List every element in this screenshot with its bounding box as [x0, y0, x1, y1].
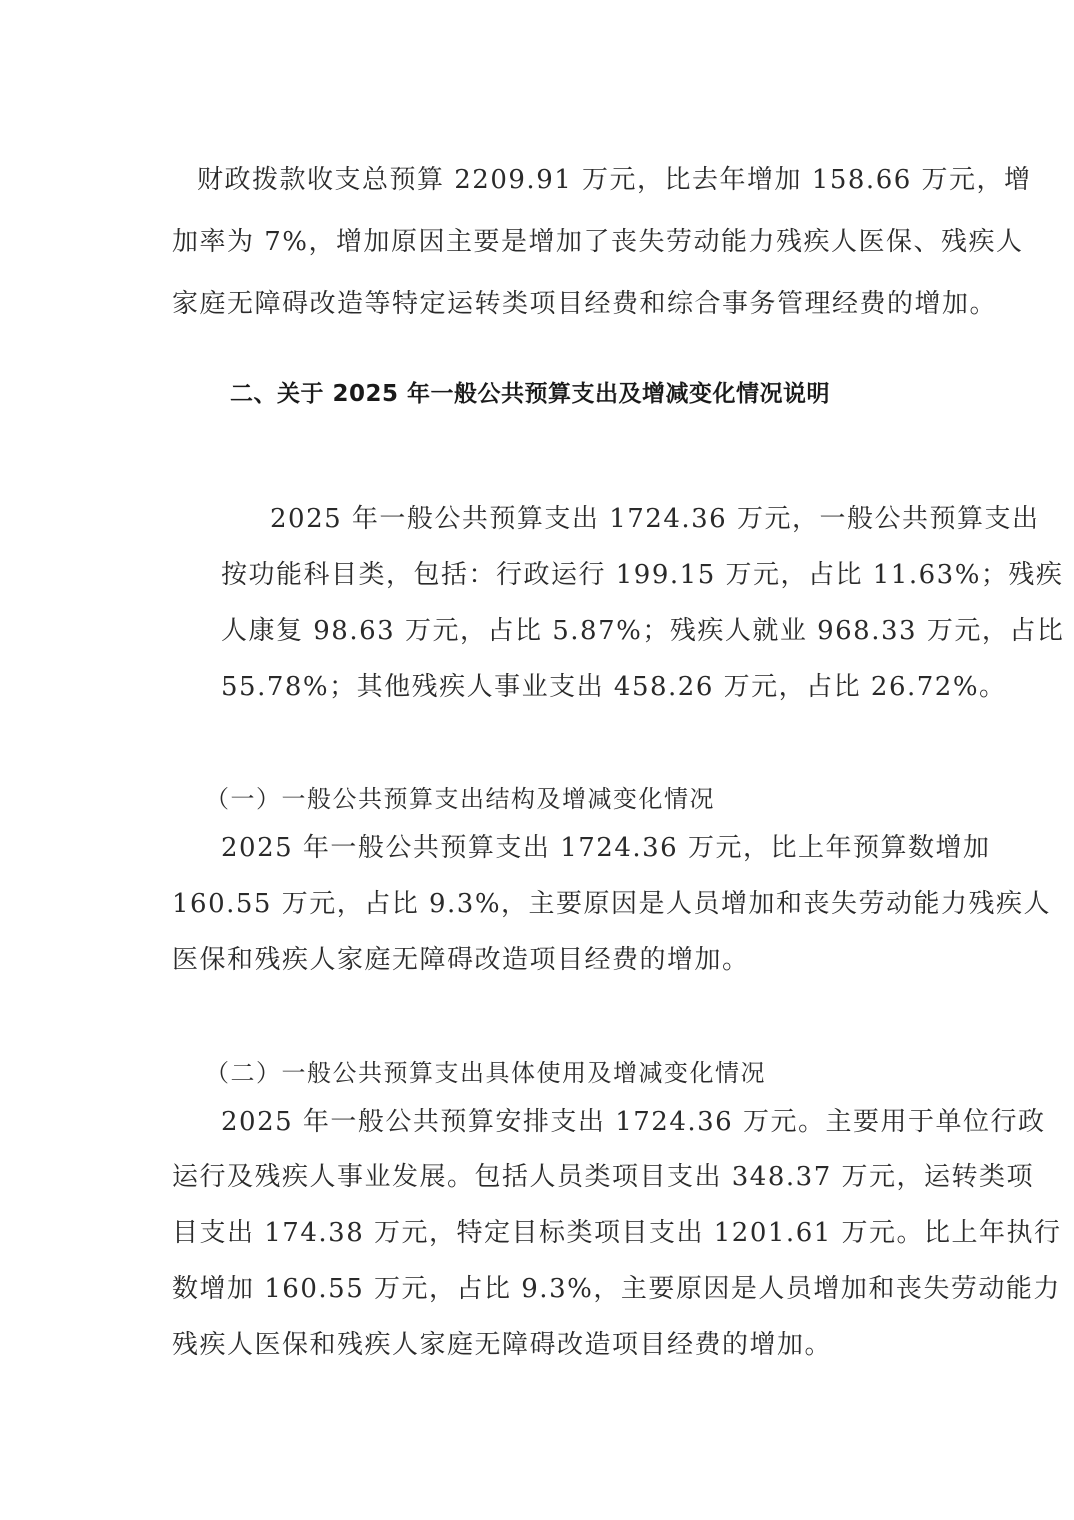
paragraph1-line-3: 家庭无障碍改造等特定运转类项目经费和综合事务管理经费的增加。 — [172, 289, 998, 319]
paragraph2-line-2: 按功能科目类，包括：行政运行 199.15 万元，占比 11.63%；残疾 — [221, 560, 1064, 590]
subsection2-line-5: 残疾人医保和残疾人家庭无障碍改造项目经费的增加。 — [172, 1330, 833, 1360]
paragraph2-line-3: 人康复 98.63 万元，占比 5.87%；残疾人就业 968.33 万元，占比 — [221, 616, 1065, 646]
subsection1-line-1: 2025 年一般公共预算支出 1724.36 万元，比上年预算数增加 — [221, 833, 991, 863]
subsection2-line-3: 目支出 174.38 万元，特定目标类项目支出 1201.61 万元。比上年执行 — [172, 1218, 1062, 1248]
subsection2-line-4: 数增加 160.55 万元，占比 9.3%，主要原因是人员增加和丧失劳动能力 — [172, 1274, 1061, 1304]
paragraph2-line-4: 55.78%；其他残疾人事业支出 458.26 万元，占比 26.72%。 — [221, 672, 1007, 702]
subsection1-line-2: 160.55 万元，占比 9.3%，主要原因是人员增加和丧失劳动能力残疾人 — [172, 889, 1052, 919]
section2-heading: 二、关于 2025 年一般公共预算支出及增减变化情况说明 — [230, 381, 831, 407]
subsection1-line-3: 医保和残疾人家庭无障碍改造项目经费的增加。 — [172, 945, 750, 975]
subsection2-heading: （二）一般公共预算支出具体使用及增减变化情况 — [205, 1059, 766, 1087]
paragraph1-line-2: 加率为 7%，增加原因主要是增加了丧失劳动能力残疾人医保、残疾人 — [172, 227, 1024, 257]
paragraph2-line-1: 2025 年一般公共预算支出 1724.36 万元，一般公共预算支出 — [270, 504, 1040, 534]
subsection2-line-2: 运行及残疾人事业发展。包括人员类项目支出 348.37 万元，运转类项 — [172, 1162, 1035, 1192]
subsection1-heading: （一）一般公共预算支出结构及增减变化情况 — [205, 785, 715, 813]
paragraph1-line-1: 财政拨款收支总预算 2209.91 万元，比去年增加 158.66 万元，增 — [197, 165, 1032, 195]
subsection2-line-1: 2025 年一般公共预算安排支出 1724.36 万元。主要用于单位行政 — [221, 1107, 1046, 1137]
